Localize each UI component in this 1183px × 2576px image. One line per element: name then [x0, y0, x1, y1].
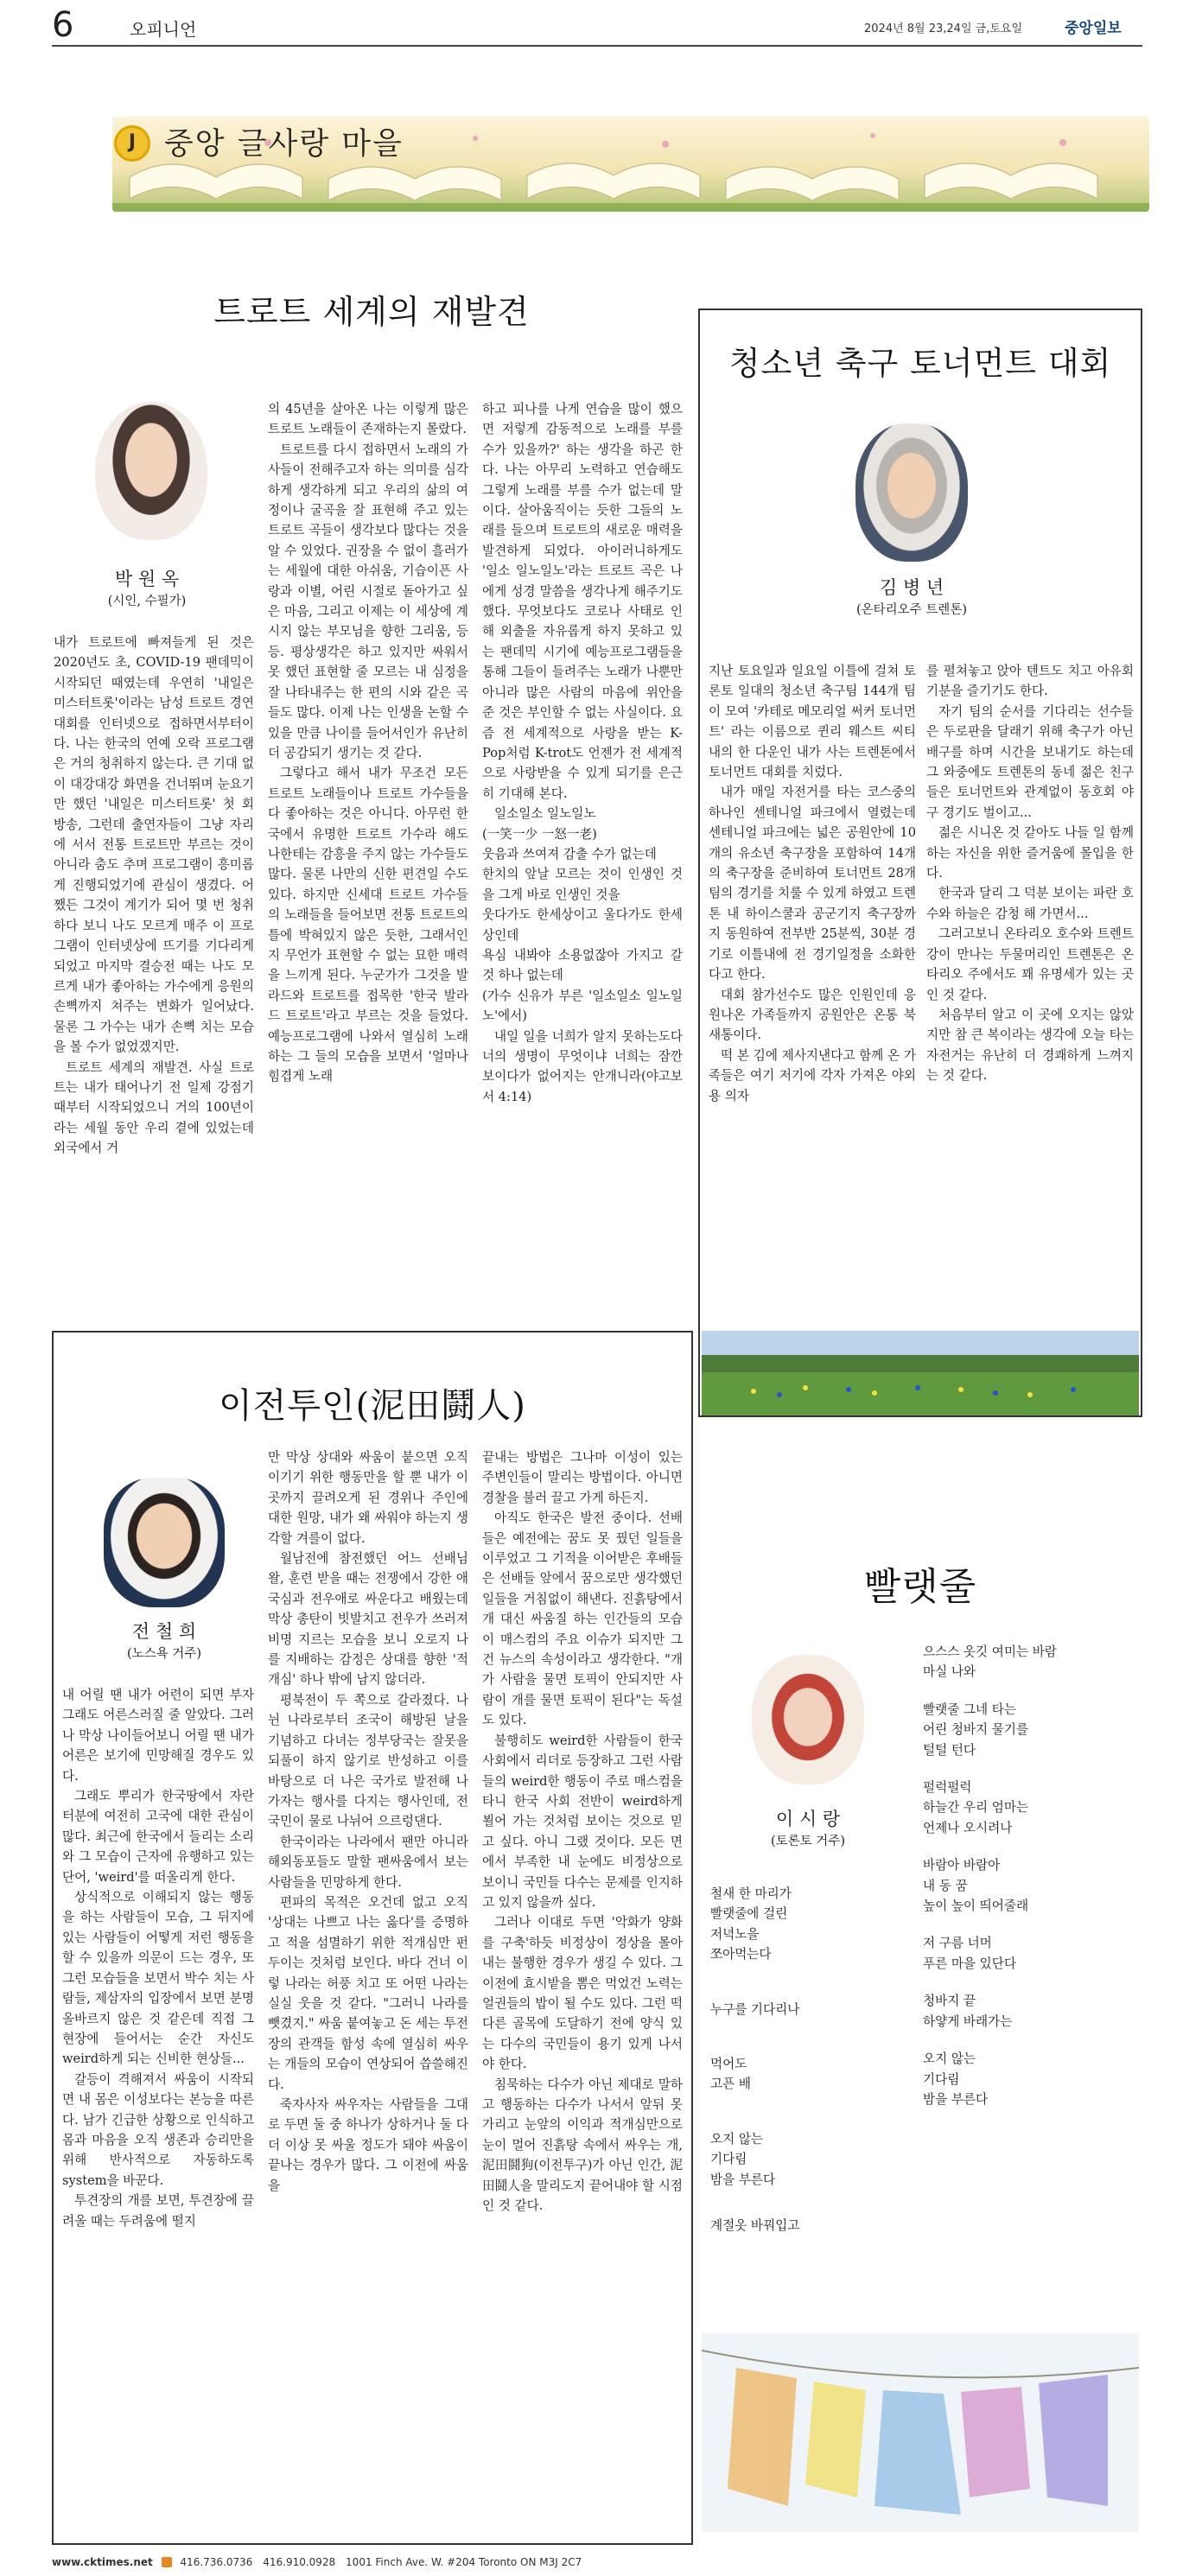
laundry-illustration: [702, 2333, 1139, 2532]
soccer-field-image: [702, 1331, 1139, 1415]
soccer-photo: [702, 1331, 1139, 1415]
article-2-column-1: [709, 661, 916, 1106]
paragraph: 의 45년을 살아온 나는 이렇게 많은 트로트 노래들이 존재하는지 몰랐다.: [268, 402, 468, 437]
paragraph: 상식적으로 이해되지 않는 행동을 하는 사람들이 모습, 그 뒤지에 있는 사람들이 어떻게 저런 행동을 할 수 있을까 의문이 드는 경우, 또 그런 모습들을 보면서 박수 치는 사람들, 제삼자의 입장에서 보면 분명 올바르지 않은 것 같은데 직접 그 현장에 들어서는 순간 자신도 weird하게 되는 신비한 현상들...: [62, 1890, 254, 2067]
poem-line: 밤을 부른다: [710, 2172, 776, 2187]
article-1-title: 트로트 세계의 재발견: [213, 293, 530, 331]
poem-line: 언제나 오시려나: [923, 1820, 1013, 1835]
paper-logo: 중앙일보: [1065, 20, 1122, 37]
author-name: 이 시 랑: [775, 1809, 841, 1829]
poem-line: 기다림: [923, 2071, 960, 2087]
paragraph: 한국이라는 나라에서 팬만 아니라 해외동포들도 말할 팬싸움에서 보는 사람들을 민망하게 한다.: [268, 1834, 468, 1890]
article-3-column-1: [62, 1685, 254, 2231]
article-3-column-2: [268, 1447, 468, 2196]
paragraph: 지난 토요일과 일요일 이틀에 걸쳐 토론토 일대의 청소년 축구팀 144개 팀이 모여 '카테로 메모리얼 써커 토너먼트' 라는 이름으로 퀸리 웨스트 씨티 내의 한 다운인 내가 사는 트렌톤에서 토너먼트 대회를 치렀다.: [709, 664, 916, 780]
author-photo: [104, 1478, 225, 1607]
page-number: 6: [52, 5, 74, 45]
author-byline: [86, 1619, 242, 1663]
quote-line: 웃다가도 한세상이고 울다가도 한세상인데: [482, 907, 683, 943]
section-name: 오피니언: [130, 19, 197, 40]
paragraph: 내일 일을 너희가 알지 못하는도다 너의 생명이 무엇이냐 너희는 잠깐 보이다가 없어지는 안개니라(야고보서 4:14): [482, 1028, 683, 1104]
author-photo: [95, 402, 207, 540]
poem-line: 쪼아먹는다: [710, 1947, 772, 1962]
author-role: (노스욕 거주): [127, 1647, 201, 1661]
poem-line: 빨랫줄에 걸린: [710, 1906, 788, 1922]
paragraph: 내가 매일 자전거를 타는 코스중의 하나인 센테니얼 파크에서 열렸는데 센테니얼 파크에는 넓은 공원안에 10개의 유소년 축구장을 포함하여 14개의 축구장을 준비하여 토너먼트 28개팀의 경기를 치룰 수 있게 하였고 트렌톤 내 하이스쿨과 공군기지 축구장까지 동원하여 전부반 25분씩, 30분 경기로 이틀내에 전 경기일정을 소화한다고 한다.: [709, 785, 916, 983]
article-1-column-2: [268, 399, 468, 1087]
poem-line: 계절옷 바꿔입고: [710, 2218, 800, 2234]
banner-title: 중앙 글사랑 마을: [164, 127, 404, 162]
paragraph: 떡 본 김에 제사지낸다고 함께 온 가족들은 여기 저기에 각자 가져온 야외용 의자: [709, 1047, 916, 1104]
poem-line: 누구를 기다리나: [710, 2001, 800, 2017]
paragraph: 편파의 목적은 오건데 없고 오직 '상대는 나쁘고 나는 옳다'를 증명하고 적을 섬멸하기 위한 적개심만 펀두이는 것처럼 보인다. 바다 건너 이렇 나라는 허풍 치고 또 어떤 나라는 실실 웃을 것 같다. "그러니 나라를 뺏겼지." 싸움 붙여놓고 돈 세는 투전장의 관객들 함성 속에 열심히 싸우는 개들의 모습이 연상되어 씁쓸해진다.: [268, 1894, 468, 2092]
author-role: (시인, 수필가): [107, 595, 187, 608]
paragraph: 아직도 한국은 발전 중이다. 선배들은 예전에는 꿈도 못 꿨던 일들을 이루었고 그 기적을 이어받은 후배들은 선배들 앞에서 꿈으로만 생각했던 일들을 거침없이 해낸다. 진흙탕에서 개 대신 싸움질 하는 인간들의 모습이 매스컴의 주요 이슈가 되지만 그건 뉴스의 속성이라고 생각한다. "개가 사람을 물면 토픽이 안되지만 사람이 개를 물면 토픽이 된다"는 독설도 있다.: [482, 1511, 683, 1728]
clothesline-image: [702, 2333, 1139, 2532]
page-footer: [52, 2554, 1142, 2573]
header-rule: [52, 45, 1142, 47]
paragraph: 그러나 이대로 두면 '악화가 양화를 구축'하듯 비정상이 정상을 몰아내는 불행한 경우가 생길 수 있다. 그 이전에 효시밭을 뽐은 먹었건 노력는 얼권들의 밥이 될 수도 있다. 그런 떡다른 골목에 도달하기 전에 양식 있는 다수의 국민들이 용기 있게 나서야 한다.: [482, 1915, 683, 2072]
poem-line: 마실 나와: [923, 1664, 976, 1680]
poem-left-column: [710, 1884, 900, 2236]
poem-line: 푸른 마을 있단다: [923, 1956, 1016, 1971]
footer-fax: 416.910.0928: [263, 2556, 336, 2568]
author-byline: [69, 566, 225, 611]
issue-date: 2024년 8월 23,24일 금,토요일: [864, 22, 1023, 35]
poem-line: 하얗게 바래가는: [923, 2013, 1013, 2029]
paragraph: 월남전에 참전했던 어느 선배님 왈, 훈련 받을 때는 전쟁에서 강한 애국심과 전우애로 싸운다고 배웠는데 막상 총탄이 빗발치고 전우가 쓰러져 비명 지르는 모습을 보니 오로지 나를 지배하는 감정은 상대를 향한 '적개심' 하나 밖에 남지 않더라.: [268, 1551, 468, 1688]
article-3-column-3: [482, 1447, 683, 2216]
article-4-title: 빨랫줄: [863, 1565, 977, 1609]
author-photo: [752, 1655, 864, 1784]
quote-line: 한치의 앞날 모르는 것이 인생인 것을 그게 바로 인생인 것을: [482, 867, 683, 902]
banner-badge-letter: J: [128, 131, 137, 153]
footer-address: 1001 Finch Ave. W. #204 Toronto ON M3J 2C7: [346, 2556, 582, 2568]
paragraph: 평북전이 두 쪽으로 갈라졌다. 나뉜 나라로부터 조국이 해방된 날을 기념하고 다녀는 정부당국는 잘못을 되풀이 하지 않기로 반성하고 이를 바탕으로 더 나은 국가로 발전해 나가자는 행사를 다지는 행사인데, 전 국민이 물로 나뉘어 으르렁댄다.: [268, 1692, 468, 1829]
footer-website[interactable]: www.cktimes.net: [52, 2556, 153, 2568]
poem-line: 펄럭펄럭: [923, 1780, 972, 1796]
poem-line: 어린 청바지 물기를: [923, 1722, 1029, 1738]
paragraph: 트로트를 다시 접하면서 노래의 가사들이 전해주고자 하는 의미를 심각하게 생각하게 되고 우리의 삶의 여정이나 굴곡을 잘 표현해 주고 있는 트로트 곡들이 생각보다 많다는 것을 알 수 있었다. 권장을 수 없이 흘러가는 세월에 대한 아쉬움, 기습이픈 사랑과 이별, 어린 시절로 돌아가고 싶은 마음, 그리고 이제는 이 세상에 계시지 않는 부모님을 향한 그리움, 등등. 평상생각은 하고 있지만 싸워서 못 했던 표현할 줄 모르는 내 심정을 잘 나타내주는 한 편의 시와 같은 곡들도 많다. 이제 나는 인생을 논할 수 있을 만큼 나이를 들어서인가 유난히 더 공감되기 생기는 것 같다.: [268, 442, 468, 760]
article-2-title: 청소년 축구 토너먼트 대회: [728, 345, 1112, 382]
author-byline: [830, 575, 994, 620]
poem-line: 고픈 배: [710, 2077, 751, 2092]
poem-line: 높이 높이 띄어줄래: [923, 1899, 1029, 1914]
author-photo: [855, 423, 968, 562]
paragraph: 대회 참가선수도 많은 인원인데 응원나온 가족들까지 공원안은 온통 북새통이다.: [709, 987, 916, 1043]
poem-line: 철새 한 마리가: [710, 1886, 792, 1901]
phone-icon: [162, 2557, 172, 2567]
paragraph: 한국과 달리 그 덕분 보이는 파란 호수와 하늘은 감청 해 가면서...: [926, 886, 1134, 921]
paragraph: 갈등이 격해져서 싸움이 시작되면 내 몸은 이성보다는 본능을 따른다. 남가 긴급한 상황으로 인식하고 몸과 마음을 오직 생존과 승리만을 위해 반사적으로 자동하도록 system을 바꾼다.: [62, 2071, 254, 2188]
author-name: 김 병 년: [879, 577, 944, 598]
poem-line: 털털 턴다: [923, 1742, 976, 1758]
quote-line: 일소일소 일노일노: [494, 806, 596, 822]
article-1-column-3: [482, 399, 683, 1107]
author-byline: [735, 1806, 881, 1851]
quote-source: (가수 신유가 부른 '일소일소 일노일노'에서): [482, 988, 683, 1024]
poem-line: 먹어도: [710, 2057, 747, 2072]
paragraph: 트로트 세계의 재발견. 사실 트로트는 내가 태어나기 전 일제 강점기 때부터 시작되었으니 거의 100년이라는 세월 동안 우리 곁에 있었는데 외국에서 거: [54, 1059, 254, 1156]
poem-line: 으스스 옷깃 여미는 바람: [923, 1644, 1057, 1659]
poem-line: 내 동 꿈: [923, 1878, 968, 1893]
paragraph: 만 막상 상대와 싸움이 붙으면 오직 이기기 위한 행동만을 할 뿐 내가 이곳까지 끌려오게 된 경위나 주인에 대한 원망, 내가 왜 싸워야 하는지 생각할 겨를이 없다.: [268, 1450, 468, 1546]
paragraph: 그러고보니 온타리오 호수와 트렌트 강이 만나는 두물머리인 트렌톤은 온타리오 주에서도 꽤 유명세가 있는 곳인 것 같다.: [926, 926, 1134, 1002]
page-header: [0, 0, 1183, 52]
paragraph: 불행히도 weird한 사람들이 한국 사회에서 리더로 등장하고 그런 사람들의 weird한 행동이 주로 매스컴을 타니 한국 사회 전반이 weird하게 뵐어 가는 것처럼 보이는 것으로 믿고 싶다. 아니 그랬 것이다. 모든 면에서 부족한 내 눈에도 비정상으로 보이니 국민들 다수는 문제를 인지하고 있지 않을까 싶다.: [482, 1733, 683, 1910]
paragraph: 자기 팀의 순서를 기다리는 선수들은 두로판을 달래기 위해 축구가 아닌 배구를 하며 시간을 보내기도 하는데 그 와중에도 트렌톤의 동네 젊은 친구들은 토너먼트와 관계없이 동호회 야구 경기도 벌이고...: [926, 703, 1134, 820]
poem-line: 하늘간 우리 엄마는: [923, 1800, 1029, 1816]
author-name: 전 철 희: [131, 1621, 197, 1642]
paragraph: 를 펼쳐놓고 앉아 텐트도 치고 아유회 기분을 즐기기도 한다.: [926, 664, 1134, 699]
paragraph: 죽자사자 싸우자는 사람들을 그대로 두면 둘 중 하나가 상하거나 둘 다 더 이상 못 싸울 정도가 돼야 싸움이 끝나는 경우가 많다. 그 이전에 싸움을: [268, 2097, 468, 2193]
poem-line: 청바지 끝: [923, 1994, 976, 2009]
footer-phone: 416.736.0736: [180, 2556, 253, 2568]
poem-right-column: [923, 1642, 1139, 2109]
article-3-title: 이전투인(泥田鬪人): [219, 1386, 526, 1426]
poem-line: 저녁노을: [710, 1926, 760, 1942]
quote-line: 웃음과 쓰여져 감출 수가 없는데: [482, 846, 657, 862]
author-name: 박 원 옥: [114, 569, 180, 589]
paragraph: 투견장의 개를 보면, 투견장에 끌려올 때는 두려움에 떨지: [62, 2193, 254, 2229]
poem-line: 밤을 부른다: [923, 2091, 989, 2107]
banner-badge: [114, 125, 150, 162]
quote-line: (一笑一少 一怒一老): [482, 826, 597, 842]
paragraph: 젊은 시니온 것 같아도 나들 일 함께하는 자신을 위한 즐거움에 몰입을 한다.: [926, 825, 1134, 881]
poem-line: 오지 않는: [923, 2051, 976, 2067]
paragraph: 처음부터 알고 이 곳에 오지는 않았지만 참 큰 복이라는 생각에 오늘 타는 자전거는 유난히 더 경쾌하게 느껴지는 것 같다.: [926, 1007, 1134, 1084]
paragraph: 침묵하는 다수가 아닌 제대로 말하고 행동하는 다수가 나서서 앞뒤 못 가리고 눈앞의 이익과 적개심만으로 눈이 멀어 진흙탕 속에서 싸우는 개, 泥田鬪狗(이전투구)가 아닌 인간, 泥田鬪人을 말리도지 끝어내야 할 시점인 것 같다.: [482, 2077, 683, 2214]
paragraph: 그래도 뿌리가 한국땅에서 자란 터분에 여전히 고국에 대한 관심이 많다. 최근에 한국에서 들리는 소리와 그 모습이 근자에 유행하고 있는 단어, 'weird'를 떠올리게 한다.: [62, 1789, 254, 1885]
paragraph: 내가 트로트에 빠져들게 된 것은 2020년도 초, COVID-19 팬데믹이 시작되던 때였는데 우연히 '내일은 미스터트롯'이라는 남성 트로트 경연대회를 인터넷으로 접하면서부터이다. 나는 한국의 연예 오락 프로그램은 거의 청취하지 않는다. 큰 기대 없이 대강대강 화면을 건너뛰며 눈요기만 했던 '내일은 미스터트롯' 첫 회 방송, 그런데 출연자들이 그냥 자리에 서서 전통 트로트만 부르는 것이 아니라 춤도 추며 프로그램이 흥미롭게 진행되었기에 관심이 생겼다. 어쨌든 그것이 계기가 되어 몇 번 청취하다 보니 나도 모르게 매주 이 프로그램이 인터넷상에 뜨기를 기다리게 되었고 마지막 결승전 때는 나도 모르게 내가 좋아하는 가수에게 응원의 손뼉까지 쳐주는 변화가 일어났다. 물론 그 가수는 내가 손뼉 치는 모습을 볼 수가 없었겠지만.: [54, 635, 254, 1055]
paragraph: 내 어릴 땐 내가 어련이 되면 부자 그래도 어른스러질 줄 알았다. 그러나 막상 나이들어보니 어릴 땐 내가 어른은 보기에 민망해질 경우도 있다.: [62, 1688, 254, 1784]
paragraph: 그렇다고 해서 내가 무조건 모든 트로트 노래들이나 트로트 가수들을 다 좋아하는 것은 아니다. 아무런 한국에서 유명한 트로트 가수라 해도 나한테는 감흥을 주지 않는 가수들도 많다. 물론 나만의 신한 편견일 수도 있다. 하지만 신세대 트로트 가수들의 노래들을 들어보면 전통 트로트의 틀에 박혀있지 않은 듯한, 그래서인지 무언가 표현할 수 없는 묘한 매력을 느끼게 된다. 누군가가 그것을 발라드와 트로트를 접목한 '한국 발라드 트로트'라고 부르는 것을 들었다. 예능프로그램에 나와서 열심히 노래하는 그 들의 모습을 보면서 '얼마나 힘겹게 노래: [268, 766, 468, 1084]
article-2-column-2: [926, 661, 1134, 1086]
poem-line: 오지 않는: [710, 2131, 764, 2147]
author-role: (온타리오주 트렌톤): [856, 603, 967, 617]
paragraph: 끝내는 방법은 그나마 이성이 있는 주변인들이 말리는 방법이다. 아니면 경찰을 불러 끌고 가게 하든지.: [482, 1450, 683, 1505]
poem-line: 빨랫줄 그네 타는: [923, 1701, 1016, 1717]
article-1-column-1: [54, 633, 254, 1159]
poem-line: 기다림: [710, 2152, 747, 2167]
author-role: (토론토 거주): [771, 1835, 845, 1848]
paragraph: 하고 피나를 나게 연습을 많이 했으면 저렇게 감동적으로 노래를 부를 수가 있을까?' 하는 생각을 하곤 한다. 나는 아무리 노력하고 연습해도 그렇게 노래를 부를 수가 없는데 말이다. 살아움직이는 듯한 그들의 노래를 들으며 트로트의 새로운 매력을 발견하게 되었다. 아이러니하게도 '일소 일노일노'라는 트로트 곡은 나에게 성경 말씀을 생각나게 해주기도 했다. 무엇보다도 코로나 사태로 인해 외출을 자유롭게 하지 못하고 있는 팬데믹 시기에 예능프로그램들을 통해 그들이 들려주는 노래가 나뿐만 아니라 많은 사람의 마음에 위안을 준 것은 부인할 수 없는 사실이다. 요즘 전 세계적으로 사랑을 받는 K-Pop처럼 K-trot도 언젠가 전 세계적으로 사랑받을 수 있게 되기를 은근히 기대해 본다.: [482, 402, 683, 801]
quote-line: 욕심 내봐야 소용없잖아 가지고 갈 것 하나 없는데: [482, 947, 683, 983]
poem-line: 저 구름 너머: [923, 1936, 992, 1951]
poem-line: 바람아 바람아: [923, 1858, 1001, 1873]
